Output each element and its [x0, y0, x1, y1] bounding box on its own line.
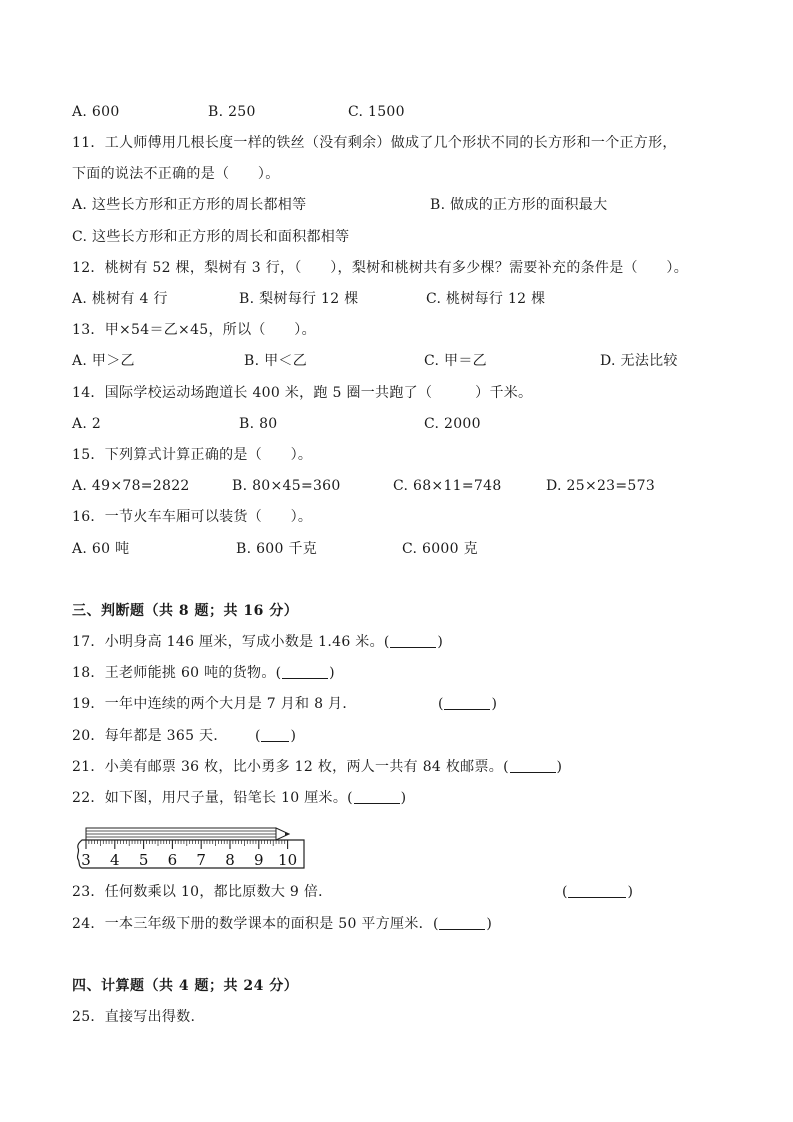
q16-option-c: C. 6000 克 [402, 541, 478, 557]
ruler-tick-label: 9 [254, 851, 264, 869]
q20-line: 20．每年都是 365 天． ( ) [72, 728, 296, 744]
q14-option-a: A. 2 [72, 416, 102, 432]
ruler-tick-label: 4 [110, 851, 120, 869]
section-3-title: 三、判断题（共 8 题；共 16 分） [72, 603, 299, 619]
ruler-tick-label: 6 [167, 851, 178, 869]
ruler-tick-label: 3 [81, 851, 91, 869]
q19-answer-blank[interactable] [444, 695, 490, 710]
q24-question: 24．一本三年级下册的数学课本的面积是 50 平方厘米． [72, 916, 433, 932]
q12-question: 12．桃树有 52 棵，梨树有 3 行，（ ），梨树和桃树共有多少棵？需要补充的条件是（ ）。 [72, 260, 689, 276]
q10-option-b: B. 250 [208, 104, 256, 120]
q24-answer-blank[interactable] [439, 915, 485, 930]
q16-option-a: A. 60 吨 [72, 541, 130, 557]
q11-option-a: A. 这些长方形和正方形的周长都相等 [72, 197, 307, 213]
q13-option-c: C. 甲＝乙 [424, 353, 487, 369]
q21-answer-blank[interactable] [510, 758, 556, 773]
q23-question: 23．任何数乘以 10，都比原数大 9 倍． [72, 884, 333, 900]
q13-question: 13．甲×54＝乙×45，所以（ ）。 [72, 322, 316, 338]
q16-question: 16．一节火车车厢可以装货（ ）。 [72, 509, 313, 525]
q20-answer-blank[interactable] [261, 727, 289, 742]
q15-option-b: B. 80×45=360 [232, 478, 341, 494]
q19-line: 19．一年中连续的两个大月是 7 月和 8 月． ( ) [72, 696, 497, 712]
q17-question: 17．小明身高 146 厘米，写成小数是 1.46 米。 [72, 634, 384, 650]
q17-line: 17．小明身高 146 厘米，写成小数是 1.46 米。( ) [72, 634, 443, 650]
q15-option-a: A. 49×78=2822 [72, 478, 190, 494]
q13-option-d: D. 无法比较 [600, 353, 678, 369]
q15-question: 15．下列算式计算正确的是（ ）。 [72, 447, 313, 463]
q13-option-a: A. 甲＞乙 [72, 353, 135, 369]
q17-answer-blank[interactable] [390, 633, 436, 648]
q25-question: 25．直接写出得数. [72, 1009, 196, 1025]
q15-option-d: D. 25×23=573 [546, 478, 656, 494]
q24-line: 24．一本三年级下册的数学课本的面积是 50 平方厘米．( ) [72, 916, 492, 932]
q18-answer-blank[interactable] [282, 664, 328, 679]
q16-option-b: B. 600 千克 [236, 541, 318, 557]
ruler-tick-label: 10 [278, 851, 298, 869]
q12-option-a: A. 桃树有 4 行 [72, 291, 168, 307]
q23-answer-blank[interactable] [568, 883, 626, 898]
q14-option-b: B. 80 [239, 416, 278, 432]
q14-question: 14．国际学校运动场跑道长 400 米，跑 5 圈一共跑了（ ）千米。 [72, 385, 533, 401]
ruler-pencil-figure [76, 822, 308, 872]
ruler-tick-label: 5 [138, 851, 149, 869]
q14-option-c: C. 2000 [424, 416, 481, 432]
q18-line: 18．王老师能挑 60 吨的货物。( ) [72, 665, 335, 681]
ruler-icon [77, 840, 304, 869]
q23-line: 23．任何数乘以 10，都比原数大 9 倍． ( ) [72, 884, 633, 900]
q12-option-b: B. 梨树每行 12 棵 [239, 291, 359, 307]
q18-question: 18．王老师能挑 60 吨的货物。 [72, 665, 276, 681]
section-4-title: 四、计算题（共 4 题；共 24 分） [72, 978, 299, 994]
q22-answer-blank[interactable] [354, 789, 400, 804]
q12-option-c: C. 桃树每行 12 棵 [426, 291, 546, 307]
q11-question-line2: 下面的说法不正确的是（ ）。 [72, 166, 280, 182]
q11-question-line1: 11．工人师傅用几根长度一样的铁丝（没有剩余）做成了几个形状不同的长方形和一个正方形， [72, 135, 677, 151]
q21-question: 21．小美有邮票 36 枚，比小勇多 12 枚，两人一共有 84 枚邮票。 [72, 759, 504, 775]
q10-option-a: A. 600 [72, 104, 120, 120]
q22-question: 22．如下图，用尺子量，铅笔长 10 厘米。 [72, 790, 348, 806]
q21-line: 21．小美有邮票 36 枚，比小勇多 12 枚，两人一共有 84 枚邮票。( ) [72, 759, 562, 775]
q22-line: 22．如下图，用尺子量，铅笔长 10 厘米。( ) [72, 790, 407, 806]
q11-option-b: B. 做成的正方形的面积最大 [430, 197, 608, 213]
ruler-tick-label: 7 [196, 851, 206, 869]
q13-option-b: B. 甲＜乙 [244, 353, 307, 369]
q11-option-c: C. 这些长方形和正方形的周长和面积都相等 [72, 229, 350, 245]
q20-question: 20．每年都是 365 天． [72, 728, 228, 744]
ruler-tick-label: 8 [225, 851, 235, 869]
q15-option-c: C. 68×11=748 [393, 478, 502, 494]
q10-option-c: C. 1500 [348, 104, 405, 120]
pencil-icon [86, 828, 290, 840]
q19-question: 19．一年中连续的两个大月是 7 月和 8 月． [72, 696, 357, 712]
